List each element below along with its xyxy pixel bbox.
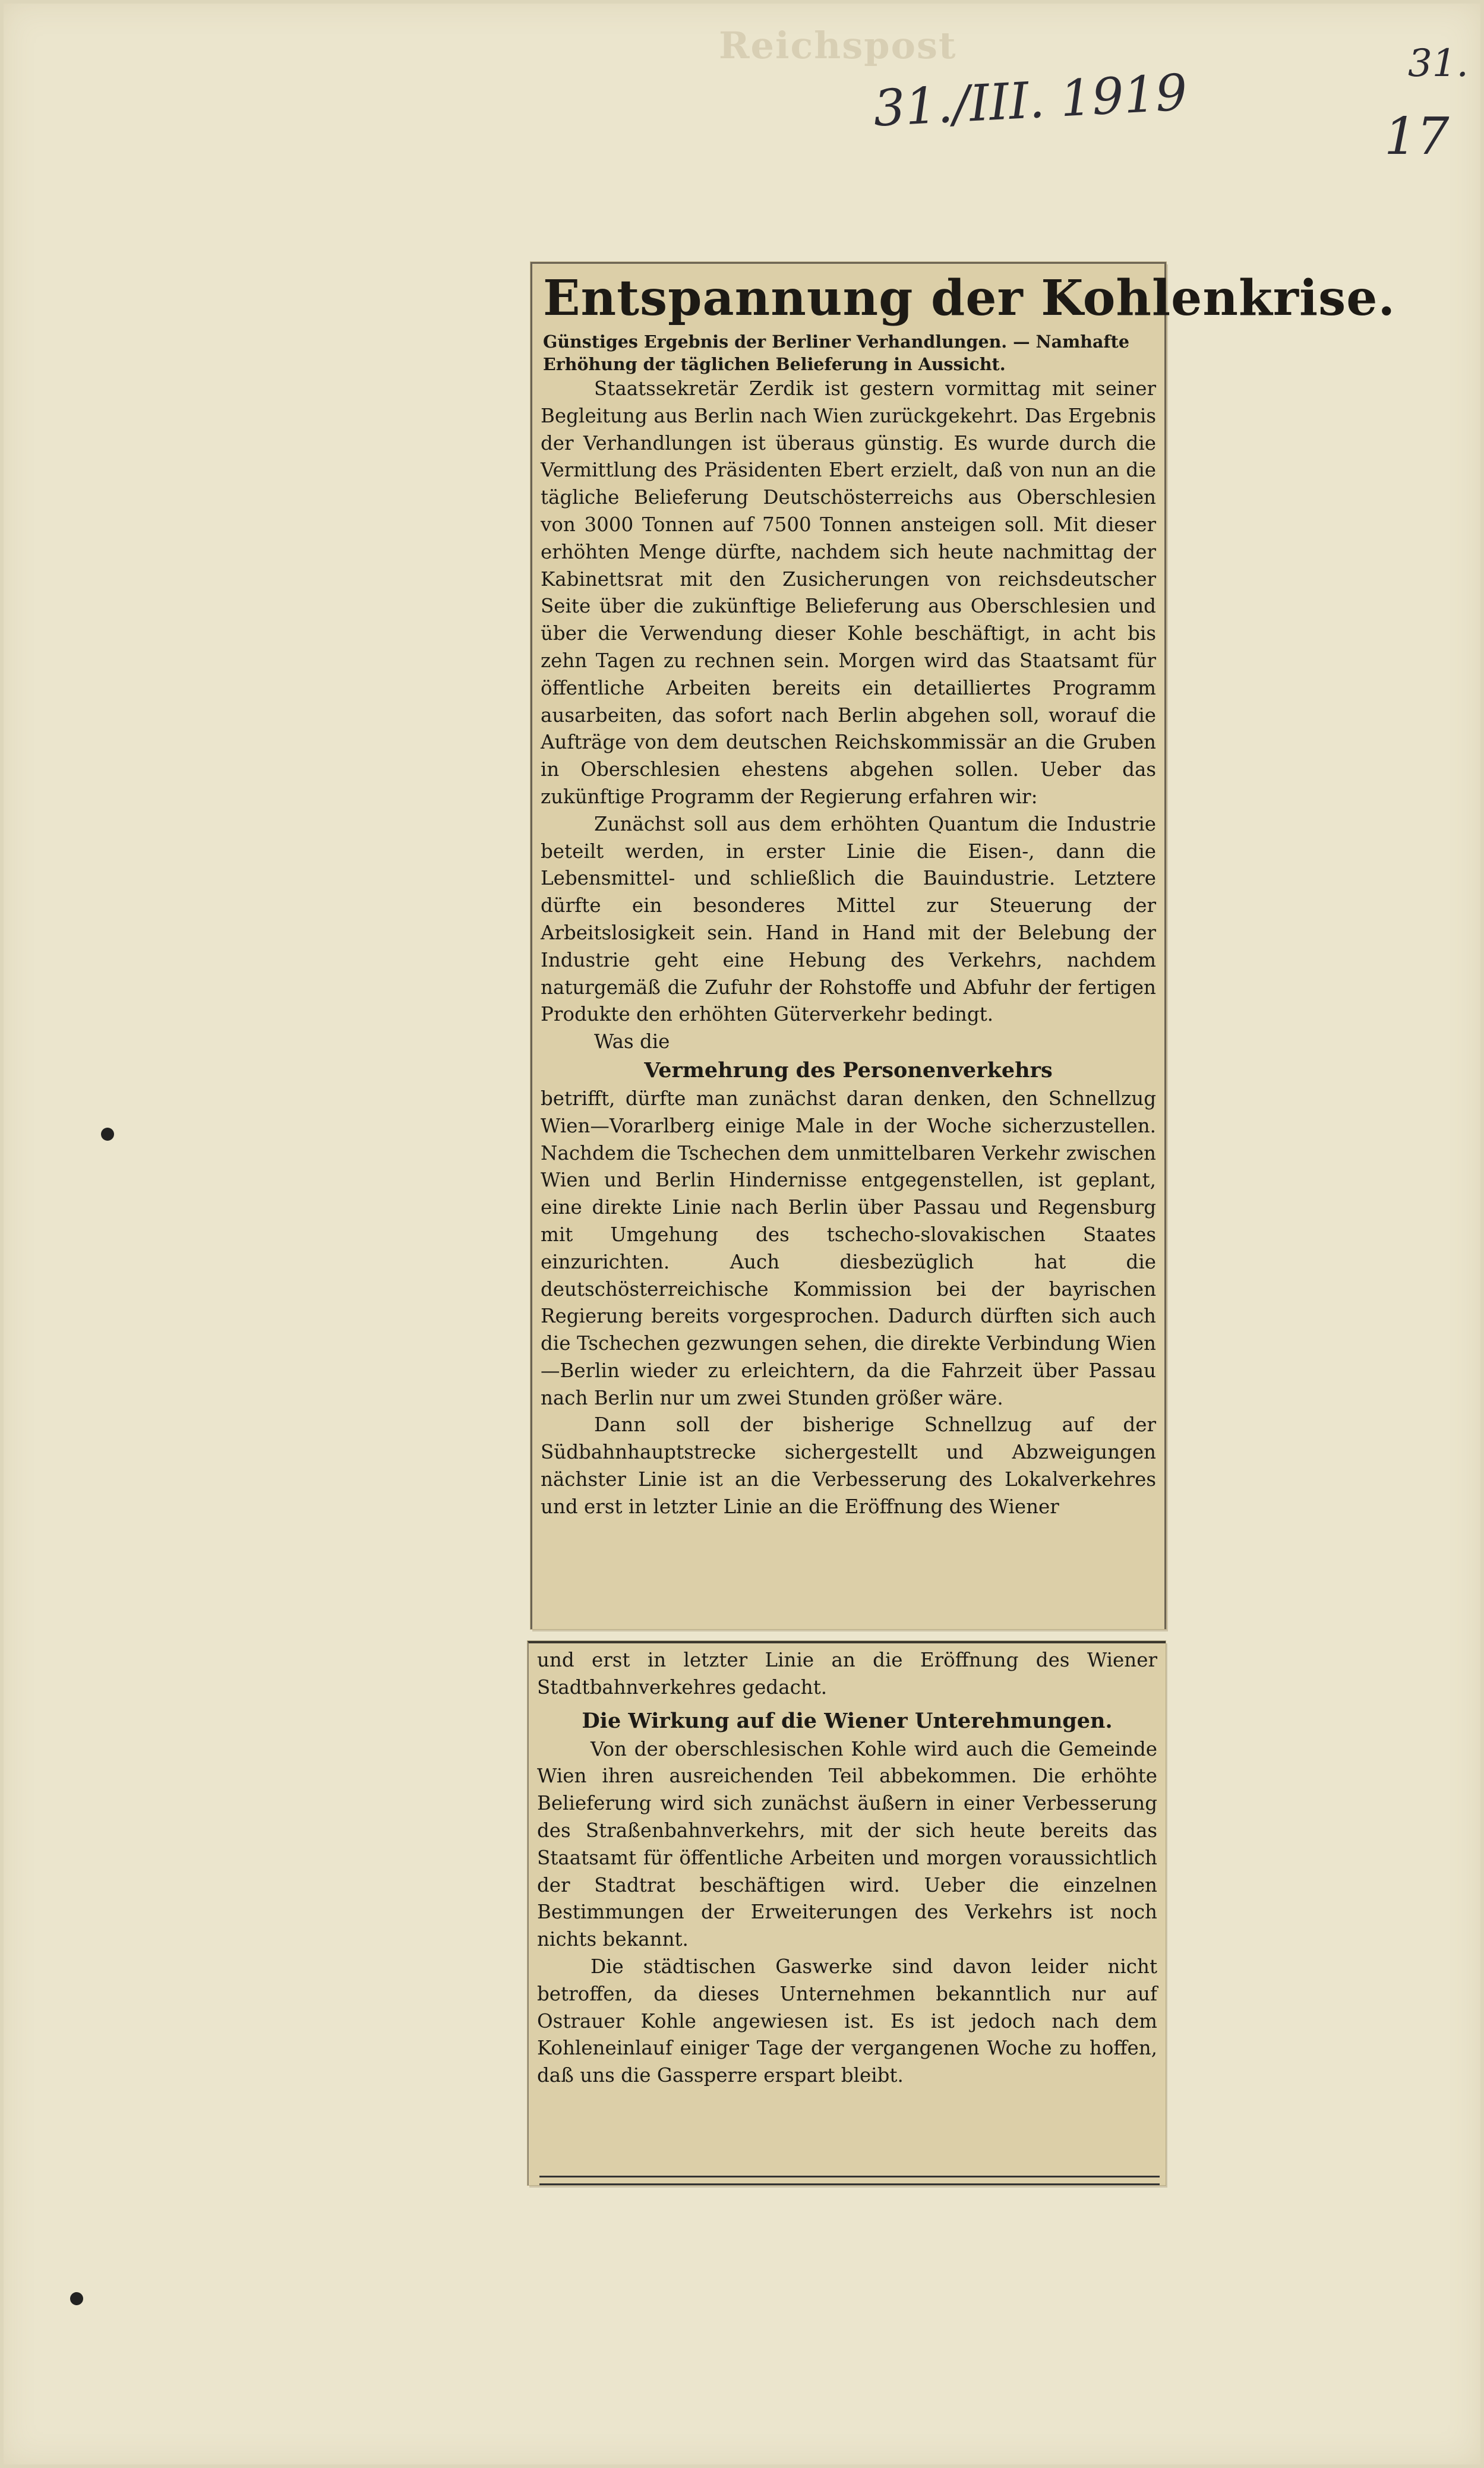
article-paragraph: betrifft, dürfte man zunächst daran denken, den Schnellzug Wien—Vorarlberg einige Male in der Woche sicherzustellen. Nachdem die Tschechen dem unmittelbaren Verkehr zwischen Wien und Berlin Hindernisse entgegenstellen, ist geplant, eine direkte Linie nach Berlin über Passau und Regensburg mit Umgehung des tschecho-slovakischen Staates einzurichten. Auch diesbezüglich hat die deutschösterreichische Kommission bei der bayrischen Regierung bereits vorgesprochen. Dadurch dürften sich auch die Tschechen gezwungen sehen, die direkte Verbindung Wien—Berlin wieder zu erleichtern, da die Fahrzeit über Passau nach Berlin nur um zwei Stunden größer wäre. (541, 1087, 1156, 1409)
article-subheadline: Günstiges Ergebnis der Berliner Verhandlungen. — Namhafte Erhöhung der täglichen Belieferung in Aussicht. (543, 332, 1129, 374)
article-paragraph: Von der oberschlesischen Kohle wird auch die Gemeinde Wien ihren ausreichenden Teil abbekommen. Die erhöhte Belieferung wird sich zunächst äußern in einer Verbesserung des Straßenbahnverkehrs, mit der sich heute bereits das Staatsamt für öffentliche Arbeiten und morgen voraussichtlich der Stadtrat beschäftigen wird. Ueber die einzelnen Bestimmungen der Erweiterungen des Verkehrs ist noch nichts bekannt. (537, 1737, 1157, 1951)
newspaper-stamp: Reichspost (719, 24, 957, 67)
article-headline: Entspannung der Kohlenkrise. (543, 270, 1396, 327)
section-heading: Vermehrung des Personenverkehrs (644, 1058, 1053, 1082)
handwritten-page-number: 17 (1384, 107, 1450, 166)
article-paragraph: Dann soll der bisherige Schnellzug auf der Südbahnhauptstrecke sichergestellt und Abzweigungen nächster Linie ist an die Verbesserung des Lokalverkehres und erst in letzter Linie an die Eröffnung des Wiener (541, 1413, 1156, 1518)
handwritten-page-number-top: 31. (1408, 42, 1469, 86)
bottom-rule (539, 2176, 1160, 2185)
newspaper-clipping-main (531, 262, 1396, 1629)
newspaper-clipping-continuation (528, 1641, 1166, 2185)
article-paragraph: Was die (594, 1030, 670, 1053)
punch-hole-mark (101, 1128, 114, 1141)
section-heading: Die Wirkung auf die Wiener Unterehmungen. (582, 1708, 1113, 1733)
article-paragraph: Die städtischen Gaswerke sind davon leider nicht betroffen, da dieses Unternehmen bekanntlich nur auf Ostrauer Kohle angewiesen ist. Es ist jedoch nach dem Kohleneinlauf einiger Tage der vergangenen Woche zu hoffen, daß uns die Gassperre erspart bleibt. (537, 1955, 1157, 2087)
handwritten-date: 31./III. 1919 (872, 63, 1189, 138)
article-paragraph: Zunächst soll aus dem erhöhten Quantum die Industrie beteilt werden, in erster Linie die Eisen-, dann die Lebensmittel- und schließlich die Bauindustrie. Letztere dürfte ein besonderes Mittel zur Steuerung der Arbeitslosigkeit sein. Hand in Hand mit der Belebung der Industrie geht eine Hebung des Verkehrs, nachdem naturgemäß die Zufuhr der Rohstoffe und Abfuhr der fertigen Produkte den erhöhten Güterverkehr bedingt. (541, 812, 1156, 1026)
punch-hole-mark (70, 2292, 83, 2305)
continuation-paragraph: und erst in letzter Linie an die Eröffnung des Wiener Stadtbahnverkehres gedacht. (537, 1649, 1157, 1699)
article-paragraph: Staatssekretär Zerdik ist gestern vormittag mit seiner Begleitung aus Berlin nach Wien zurückgekehrt. Das Ergebnis der Verhandlungen ist überaus günstig. Es wurde durch die Vermittlung des Präsidenten Ebert erzielt, daß von nun an die tägliche Belieferung Deutschösterreichs aus Oberschlesien von 3000 Tonnen auf 7500 Tonnen ansteigen soll. Mit dieser erhöhten Menge dürfte, nachdem sich heute nachmittag der Kabinettsrat mit den Zusicherungen von reichsdeutscher Seite über die zukünftige Belieferung aus Oberschlesien und über die Verwendung dieser Kohle beschäftigt, in acht bis zehn Tagen zu rechnen sein. Morgen wird das Staatsamt für öffentliche Arbeiten bereits ein detailliertes Programm ausarbeiten, das sofort nach Berlin abgehen soll, worauf die Aufträge von dem deutschen Reichskommissär an die Gruben in Oberschlesien ehestens abgehen sollen. Ueber das zukünftige Programm der Regierung erfahren wir: (541, 377, 1156, 808)
